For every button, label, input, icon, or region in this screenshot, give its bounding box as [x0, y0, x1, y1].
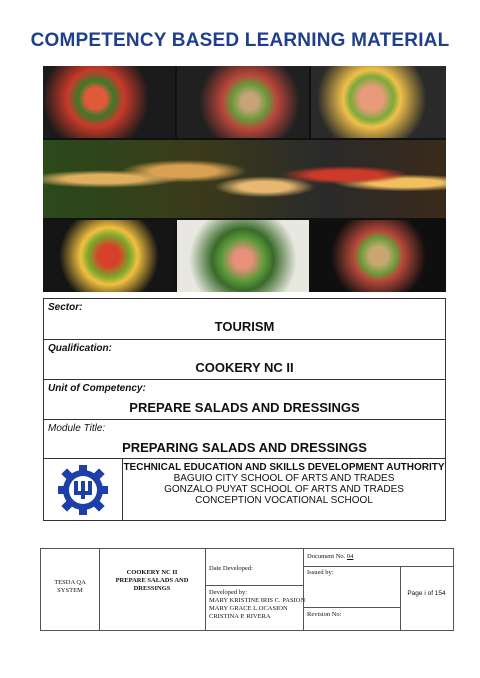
agency-box	[43, 458, 446, 521]
developer-1: MARY KRISTINE IRIS C. PASION	[209, 597, 306, 604]
unit-of-competency-box	[43, 379, 446, 420]
salad-photo-7	[311, 220, 446, 292]
unit-of-competency-label: Unit of Competency:	[48, 383, 146, 394]
sector-value: TOURISM	[214, 319, 275, 334]
developer-2: MARY GRACE L.OCASION	[209, 605, 288, 612]
unit-of-competency-value: PREPARE SALADS AND DRESSINGS	[129, 400, 360, 415]
developer-3: CRISTINA P. RIVERA	[209, 613, 271, 620]
module-title-value: PREPARING SALADS AND DRESSINGS	[122, 440, 367, 455]
salad-photo-6	[177, 220, 309, 292]
qa-system-line-2: SYSTEM	[57, 587, 83, 594]
course-cell	[99, 569, 205, 593]
developed-by-label: Developed by:	[209, 589, 248, 596]
developed-by-cell	[209, 589, 305, 621]
school-name-2: GONZALO PUYAT SCHOOL OF ARTS AND TRADES	[164, 484, 404, 495]
revision-no-label: Revision No:	[307, 611, 342, 618]
date-developed-label: Date Developed:	[209, 565, 253, 572]
salad-photo-collage	[43, 66, 446, 292]
document-control-table	[40, 548, 454, 631]
module-title-box	[43, 419, 446, 459]
qualification-box	[43, 339, 446, 380]
agency-text	[123, 462, 445, 506]
course-line-1: COOKERY NC II	[126, 569, 178, 576]
course-line-2: PREPARE SALADS AND	[115, 577, 189, 584]
school-name-3: CONCEPTION VOCATIONAL SCHOOL	[195, 495, 373, 506]
document-no-cell	[307, 553, 353, 560]
page-number: Page i of 154	[407, 590, 446, 597]
salad-photo-3	[311, 66, 446, 138]
agency-name: TECHNICAL EDUCATION AND SKILLS DEVELOPMENT AUTHORITY	[123, 462, 445, 473]
school-name-1: BAGUIO CITY SCHOOL OF ARTS AND TRADES	[173, 473, 395, 484]
module-title-label: Module Title:	[48, 423, 106, 434]
qa-system-cell	[41, 579, 99, 595]
logo-cell	[44, 459, 123, 520]
document-title: COMPETENCY BASED LEARNING MATERIAL	[30, 30, 450, 51]
qualification-label: Qualification:	[48, 343, 112, 354]
sector-box	[43, 298, 446, 340]
issued-by-label: Issued by:	[307, 569, 334, 576]
course-line-3: DRESSINGS	[133, 585, 171, 592]
salad-photo-5	[43, 220, 175, 292]
qualification-value: COOKERY NC II	[195, 360, 294, 375]
salad-photo-1	[43, 66, 175, 138]
salad-photo-2	[177, 66, 309, 138]
document-no-value: 04	[346, 553, 354, 560]
qa-system-line-1: TESDA QA	[54, 579, 86, 586]
tesda-gear-logo-icon	[57, 464, 109, 516]
document-no-label: Document No.	[307, 553, 346, 560]
salad-photo-4	[43, 140, 446, 218]
sector-label: Sector:	[48, 302, 83, 313]
